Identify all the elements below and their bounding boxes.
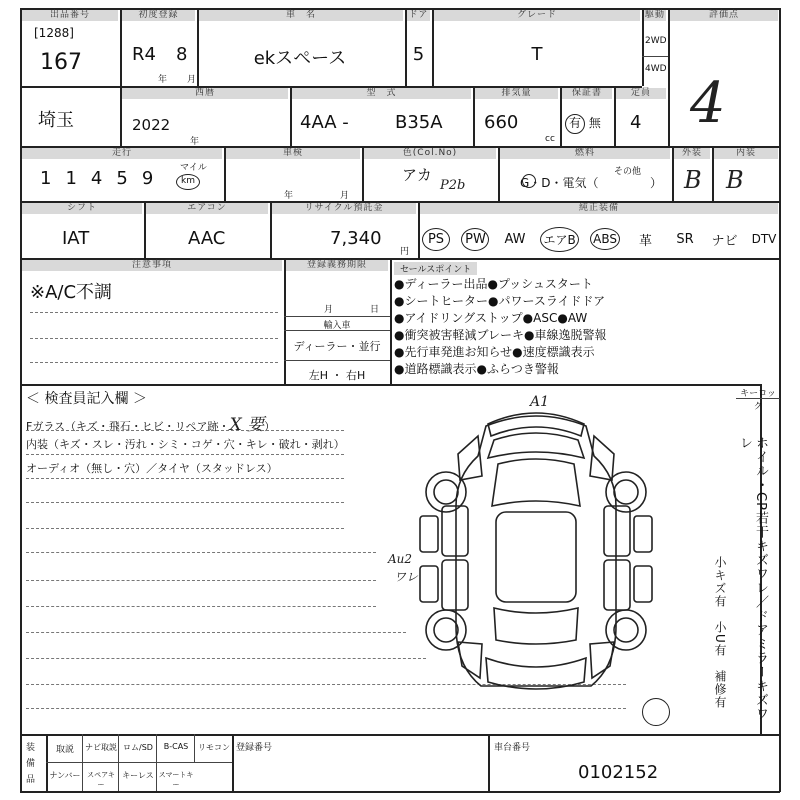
steering-value: 左H ・ 右H (308, 369, 366, 382)
month-unit: 月 (187, 75, 197, 85)
footer-item: 取説 (55, 745, 74, 755)
model-code: B35A (395, 112, 443, 133)
vertical-note-2: 小キズ有 小U有 補修有 (713, 556, 727, 709)
notes-bottom (20, 384, 760, 386)
inspection-title: ＜ 検査員記入欄 ＞ (26, 391, 147, 407)
year-seireki: 2022 (132, 116, 171, 134)
model-label: 型 式 (292, 88, 471, 99)
footer-item: ナンバー (49, 771, 81, 780)
cc-label: 排気量 (475, 88, 558, 99)
equipment-item: PW (461, 228, 489, 251)
guarantee-options (565, 114, 601, 134)
frame-bottom (20, 791, 780, 793)
score-value: 4 (690, 71, 726, 136)
car-damage-diagram (416, 396, 656, 706)
chassis-number: 0102152 (578, 762, 659, 783)
doors: 5 (412, 44, 425, 65)
footer-item: スマートキー (158, 771, 194, 789)
equipment-item: PS (422, 228, 450, 251)
reg-number-label: 登録番号 (236, 743, 273, 753)
color-value: アカ (402, 166, 432, 184)
shaken-month-unit: 月 (340, 191, 350, 201)
equipment-item: SR (676, 231, 694, 247)
fglass-close: ） (264, 420, 276, 433)
doors-label: ドア (408, 10, 429, 20)
guarantee-yes-circled: 有 (565, 114, 585, 134)
footer-item: リモコン (198, 743, 230, 752)
fglass-options: Fガラス（キズ・飛石・ヒビ・リペア跡・ (26, 420, 230, 433)
notes-label: 注意事項 (22, 260, 282, 271)
footer-side-label (26, 740, 35, 788)
chassis-label: 車台番号 (494, 743, 531, 753)
sales-point-line: ●道路標識表示●ふらつき警報 (394, 362, 559, 376)
equipment-item: ABS (590, 228, 620, 250)
fuel-gasoline-circle (522, 174, 536, 188)
year-unit: 年 (158, 75, 168, 85)
import-label: 輸入車 (323, 321, 351, 331)
footer-item: ロム/SD (123, 743, 153, 752)
damage-mark-a1: A1 (530, 394, 550, 410)
damage-mark-ware: ワレ (394, 570, 419, 584)
notes-text: ※A/C不調 (30, 282, 113, 303)
equipment-item: エアB (540, 227, 578, 252)
import-value: ディーラー・並行 (293, 340, 381, 353)
car-name-label: 車 名 (199, 10, 403, 21)
recycle-label: リサイクル預託金 (272, 203, 416, 214)
footer-item: キーレス (122, 771, 154, 780)
grade-label: グレード (434, 10, 640, 21)
sales-point-line: ●シートヒーター●パワースライドドア (394, 294, 606, 308)
fuel-options: G・D・電気（ (520, 176, 599, 190)
mileage-digit: 4 (90, 168, 117, 189)
lot-number: 167 (40, 50, 82, 75)
capacity-value: 4 (630, 112, 642, 133)
grade: T (531, 44, 543, 65)
frame-left (20, 8, 22, 792)
footer-item: ナビ取説 (85, 743, 117, 752)
equipment-item: 革 (639, 233, 653, 249)
shift-label: シフト (22, 203, 142, 214)
seireki-label: 西暦 (122, 88, 288, 99)
frame-right (779, 8, 781, 792)
cc-unit: cc (545, 134, 555, 144)
footer-item: B-CAS (163, 742, 189, 751)
sales-point-line: ●衝突被害軽減ブレーキ●車線逸脱警報 (394, 328, 607, 342)
equipment-item: AW (504, 231, 526, 247)
shaken-label: 車検 (226, 148, 360, 159)
equipment-list (422, 224, 778, 254)
fuel-cap-circle (642, 698, 670, 726)
registration-month: 月 (324, 305, 334, 315)
drive-2wd: 2WD (645, 36, 667, 46)
region: 埼玉 (38, 110, 74, 131)
equipment-item: ナビ (711, 233, 738, 249)
era-year: R4 (132, 44, 156, 65)
interior-grade: B (726, 166, 744, 194)
footer-label-c: 品 (26, 775, 36, 785)
footer-label-a: 装 (26, 743, 36, 753)
first-registration-label: 初度登録 (122, 10, 195, 21)
damage-mark-au2: Au2 (388, 552, 413, 566)
interior-label: 内装 (714, 148, 778, 159)
registration-month: 8 (176, 44, 188, 65)
exterior-grade: B (684, 166, 702, 194)
inspection-bottom (20, 734, 780, 736)
equipment-label: 純正装備 (420, 203, 778, 214)
equipment-item: DTV (751, 232, 777, 246)
sales-point-line: ●先行車発進お知らせ●速度標識表示 (394, 345, 595, 359)
aircon-value: AAC (188, 228, 226, 249)
mileage-digit: 1 (65, 168, 91, 189)
key-lock-label: キーロック (740, 389, 776, 412)
lot-number-label: 出品番号 (22, 10, 118, 21)
footer-item: スペアキー (87, 771, 115, 789)
exterior-label: 外装 (674, 148, 710, 159)
mileage-digit: 1 (40, 168, 66, 189)
sales-point-line: ●ディーラー出品●プッシュスタート (394, 277, 593, 291)
fuel-other-label: その他 (614, 167, 642, 177)
registration-deadline-label: 登録義務期限 (286, 260, 388, 271)
drive-4wd: 4WD (645, 64, 667, 74)
capacity-label: 定員 (616, 88, 666, 99)
inspection-line-3: オーディオ（無し・穴）／タイヤ（スタッドレス） (26, 462, 278, 475)
sales-points-list (394, 276, 734, 378)
guarantee-label: 保証書 (562, 88, 612, 99)
aircon-label: エアコン (146, 203, 268, 214)
mileage-unit-km: km (176, 174, 200, 190)
lot-bracket: [1288] (34, 26, 74, 40)
footer-label-b: 備 (26, 759, 36, 769)
fuel-close: ） (650, 176, 663, 190)
model-prefix: 4AA - (300, 112, 349, 133)
sales-points-label: セールスポイント (394, 262, 477, 275)
fuel-label: 燃料 (500, 148, 670, 159)
inspection-line-2: 内装（キズ・スレ・汚れ・シミ・コゲ・穴・キレ・破れ・剥れ） (26, 438, 345, 451)
color-code: P2b (440, 178, 466, 193)
vertical-note-1: ホイル・CP若干キズワレ／ドアミラーキズワレ (737, 436, 768, 721)
cc-value: 660 (484, 112, 519, 133)
mileage-unit-mile: マイル (180, 163, 207, 173)
registration-day: 日 (370, 305, 380, 315)
guarantee-no: 無 (588, 116, 601, 130)
recycle-unit: 円 (400, 247, 410, 257)
shift-value: IAT (62, 228, 90, 249)
drive-label: 駆動 (644, 10, 665, 20)
fglass-mark: X 要 (229, 415, 265, 435)
mileage-digit: 5 (116, 168, 142, 189)
mileage-label: 走行 (22, 148, 222, 159)
sales-point-line: ●アイドリングストップ●ASC●AW (394, 311, 588, 325)
inspection-line-1 (26, 410, 275, 435)
seireki-year-unit: 年 (190, 137, 200, 147)
recycle-value: 7,340 (330, 228, 382, 249)
mileage-digit: 9 (141, 168, 168, 189)
car-name: ekスペース (253, 48, 347, 69)
score-label: 評価点 (670, 10, 778, 21)
mileage-digits (40, 168, 167, 189)
shaken-year-unit: 年 (284, 191, 294, 201)
color-label: 色(Col.No) (364, 148, 496, 159)
